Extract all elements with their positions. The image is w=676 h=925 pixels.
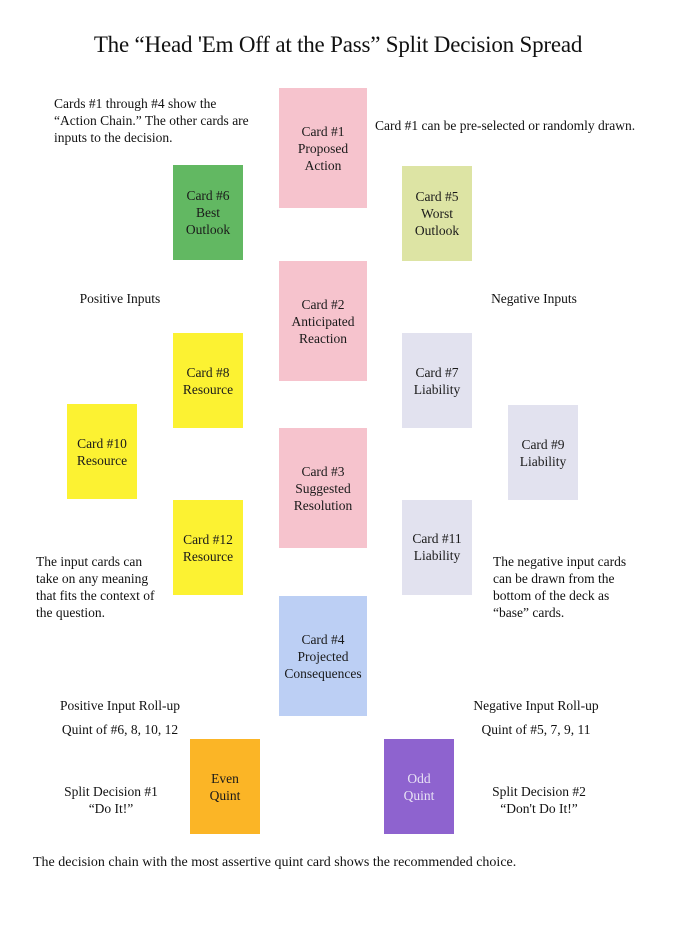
- card-meaning: Projected: [297, 648, 349, 664]
- card-8-resource: [173, 333, 243, 428]
- positive-rollup-label: Positive Input Roll-up: [59, 698, 180, 713]
- card-meaning: Proposed: [297, 140, 349, 156]
- split-decision-2-title: Split Decision #2: [492, 784, 586, 799]
- card-meaning: Reaction: [299, 330, 347, 346]
- split-decision-1-title: Split Decision #1: [64, 784, 158, 799]
- card-number: Card #7: [415, 364, 459, 380]
- card-meaning: Resource: [76, 452, 128, 468]
- split-decision-1-subtitle: “Do It!”: [88, 801, 134, 816]
- card-number: Card #8: [186, 364, 230, 380]
- card-number: Card #4: [301, 631, 345, 647]
- positive-inputs-label: Positive Inputs: [79, 291, 161, 306]
- card-number: Card #9: [521, 436, 565, 452]
- card-5-worst-outlook: [402, 166, 472, 261]
- card-3-suggested-resolution: [279, 428, 367, 548]
- card-number: Card #3: [301, 463, 345, 479]
- card-meaning: Outlook: [185, 222, 231, 237]
- positive-quint-of-label: Quint of #6, 8, 10, 12: [61, 722, 179, 737]
- card-meaning: Liability: [519, 453, 567, 469]
- card-number: Card #6: [186, 188, 230, 203]
- card-meaning: Worst: [421, 206, 453, 221]
- note-card1: Card #1 can be pre-selected or randomly drawn.: [375, 118, 636, 133]
- note-conclusion: The decision chain with the most assertive quint card shows the recommended choice.: [33, 855, 517, 870]
- card-meaning: Quint: [403, 787, 435, 803]
- negative-quint-of-label: Quint of #5, 7, 9, 11: [481, 722, 591, 737]
- odd-quint-card: [384, 739, 454, 834]
- card-meaning: Consequences: [284, 665, 362, 681]
- card-number: Card #2: [301, 296, 345, 312]
- card-1-proposed-action: [279, 88, 367, 208]
- card-6-best-outlook: [173, 165, 243, 260]
- card-2-anticipated-reaction: [279, 261, 367, 381]
- card-meaning: Resolution: [293, 497, 353, 513]
- negative-rollup-label: Negative Input Roll-up: [473, 698, 599, 713]
- card-meaning: Anticipated: [291, 313, 355, 329]
- card-meaning: Best: [195, 205, 220, 220]
- even-quint-card: [190, 739, 260, 834]
- card-number: Card #1: [301, 123, 345, 139]
- note-negative-base: The negative input cards can be drawn from the bottom of the deck as “base” cards.: [493, 554, 627, 620]
- card-meaning: Liability: [413, 381, 461, 397]
- card-meaning: Resource: [182, 381, 234, 397]
- card-meaning: Suggested: [295, 480, 351, 496]
- page-title: The “Head 'Em Off at the Pass” Split Decision Spread: [93, 32, 583, 57]
- card-meaning: Action: [304, 157, 342, 173]
- negative-inputs-label: Negative Inputs: [491, 291, 577, 306]
- card-meaning: Liability: [413, 548, 461, 563]
- card-meaning: Even: [211, 770, 239, 786]
- card-12-resource: [173, 500, 243, 595]
- card-number: Card #11: [412, 531, 462, 546]
- card-10-resource: [67, 404, 137, 499]
- card-number: Card #12: [183, 531, 233, 547]
- card-meaning: Odd: [407, 770, 431, 786]
- card-meaning: Outlook: [414, 223, 460, 238]
- split-decision-2-subtitle: “Don't Do It!”: [500, 801, 578, 816]
- card-7-liability: [402, 333, 472, 428]
- card-meaning: Quint: [209, 787, 241, 803]
- note-input-meaning: The input cards can take on any meaning that fits the context of the question.: [36, 554, 155, 620]
- card-11-liability: [402, 500, 472, 595]
- card-4-projected-consequences: [279, 596, 367, 716]
- note-action-chain: Cards #1 through #4 show the “Action Chain.” The other cards are inputs to the decision.: [54, 96, 249, 145]
- card-9-liability: [508, 405, 578, 500]
- card-meaning: Resource: [182, 548, 234, 564]
- card-number: Card #10: [77, 435, 127, 451]
- card-number: Card #5: [415, 189, 459, 204]
